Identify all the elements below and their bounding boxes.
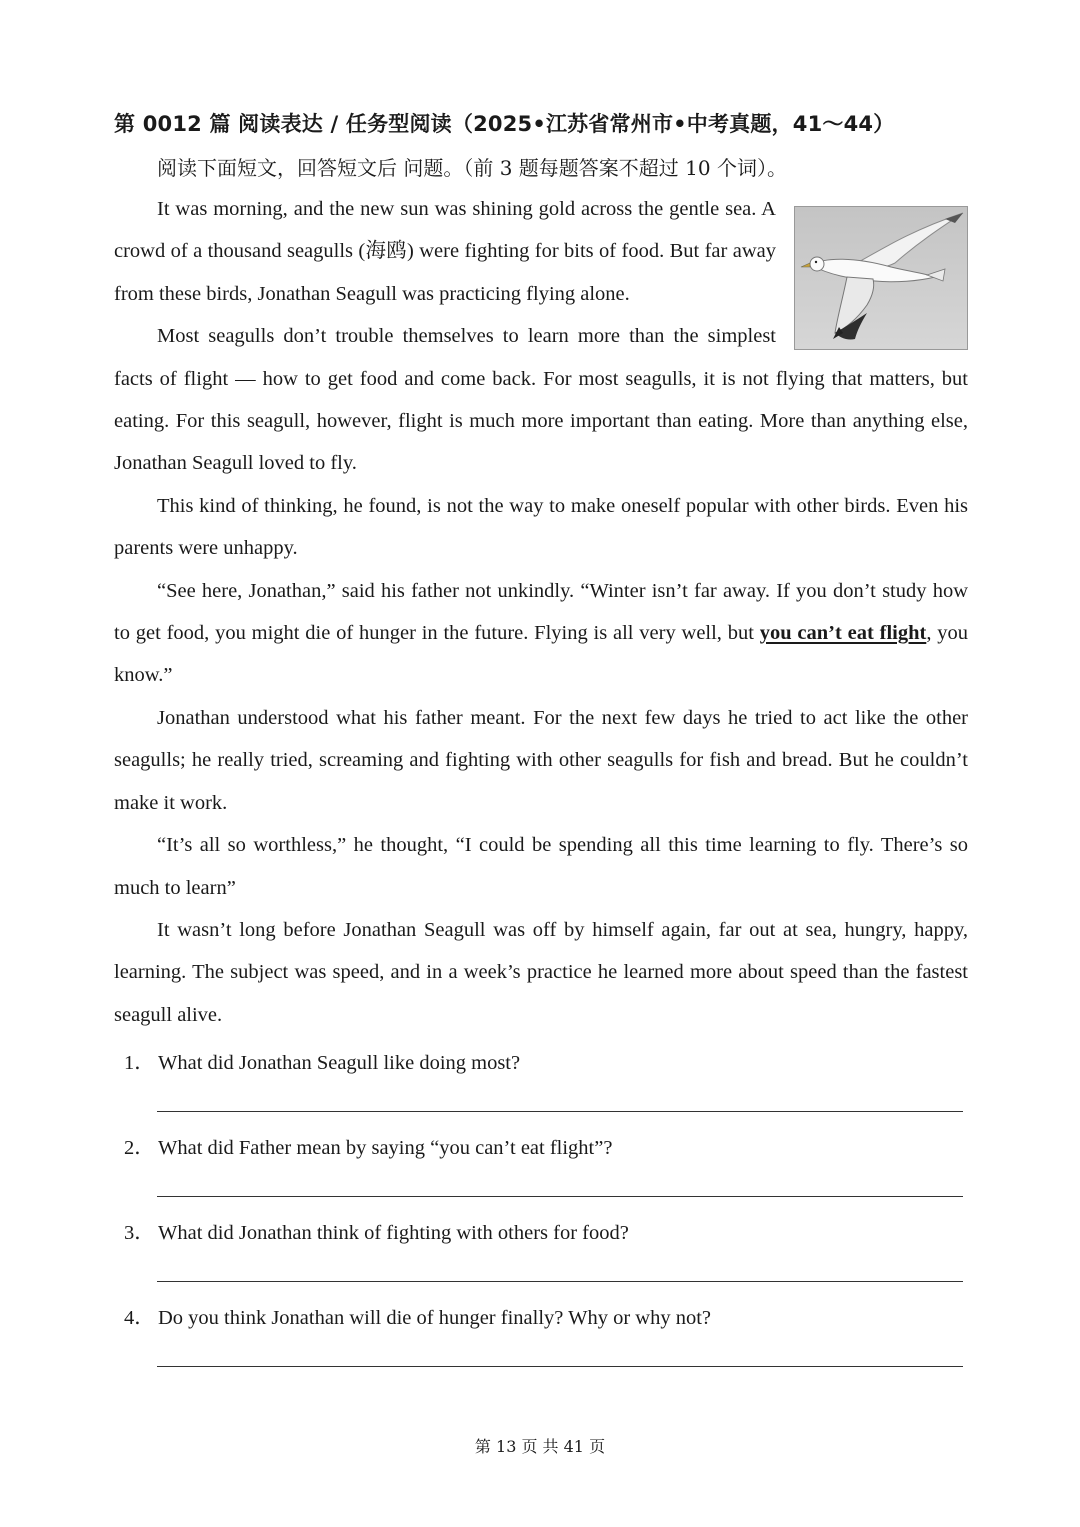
passage-paragraph-7: It wasn’t long before Jonathan Seagull was off by himself again, far out at sea, hungry, happy, learning. The subject was speed, and in a week’s practice he learned more about speed than the fastest seagull alive.	[114, 918, 968, 1026]
question-text: What did Jonathan think of fighting with others for food?	[158, 1222, 629, 1244]
father-quote-end: , you know.”	[114, 622, 968, 687]
passage-paragraph-5: Jonathan understood what his father meant. For the next few days he tried to act like the other seagulls; he really tried, screaming and fighting with other seagulls for fish and bread. But he couldn’t make it work.	[114, 706, 968, 814]
question-1	[124, 1045, 520, 1075]
passage-paragraph-4	[114, 570, 968, 697]
answer-line-2[interactable]	[157, 1196, 963, 1197]
passage-paragraph-1: It was morning, and the new sun was shining gold across the gentle sea. A crowd of a thousand seagulls (海鸥) were fighting for bits of food. But far away from these birds, Jonathan Seagull was practicing flying alone.	[114, 198, 776, 305]
question-text: Do you think Jonathan will die of hunger finally? Why or why not?	[158, 1307, 712, 1329]
question-number: 3．	[124, 1222, 155, 1244]
question-number: 2．	[124, 1137, 155, 1159]
passage-paragraph-2: Most seagulls don’t trouble themselves to learn more than the simplest facts of flight — how to get food and come back. For most seagulls, it is not flying that matters, but eating. For this seagull, however, flight is much more important than eating. More than anything else, Jonathan Seagull loved to fly.	[114, 325, 968, 475]
question-text: What did Jonathan Seagull like doing most?	[158, 1052, 521, 1074]
passage-paragraph-3: This kind of thinking, he found, is not the way to make oneself popular with other birds. Even his parents were unhappy.	[114, 494, 968, 560]
article-heading: 第 0012 篇 阅读表达 / 任务型阅读（2025•江苏省常州市•中考真题，41～44）	[114, 112, 895, 136]
emphasized-phrase: you can’t eat flight	[759, 622, 927, 645]
question-number: 4．	[124, 1307, 155, 1329]
question-number: 1．	[124, 1052, 155, 1074]
question-text: What did Father mean by saying “you can’t eat flight”?	[158, 1137, 613, 1159]
reading-instruction: 阅读下面短文，回答短文后 问题。（前 3 题每题答案不超过 10 个词）。	[157, 156, 787, 180]
reading-passage	[114, 188, 968, 1036]
answer-line-4[interactable]	[157, 1366, 963, 1367]
question-4	[124, 1300, 711, 1330]
page-footer: 第 13 页 共 41 页	[474, 1437, 606, 1456]
passage-paragraph-6: “It’s all so worthless,” he thought, “I could be spending all this time learning to fly. There’s so much to learn”	[114, 834, 968, 899]
father-quote-start: “See here, Jonathan,” said his father not unkindly. “Winter isn’t far away. If you don’t study how to get food, you might die of hunger in the future. Flying is all very well, but	[114, 579, 968, 645]
question-2	[124, 1130, 612, 1160]
seagull-photo	[794, 206, 968, 350]
answer-line-1[interactable]	[157, 1111, 963, 1112]
question-3	[124, 1215, 629, 1245]
answer-line-3[interactable]	[157, 1281, 963, 1282]
